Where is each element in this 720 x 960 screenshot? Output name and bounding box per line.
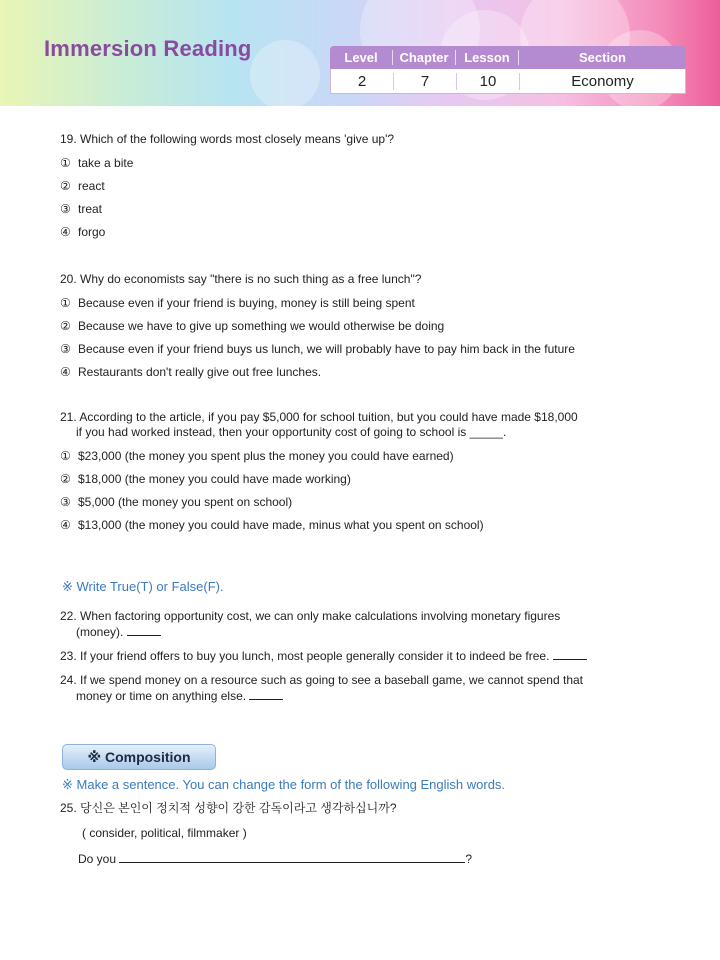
question-22-line1: 22. When factoring opportunity cost, we can only make calculations involving monetary figures (60, 609, 561, 623)
info-value-row (330, 69, 686, 94)
word-hint: ( consider, political, filmmaker ) (82, 826, 247, 840)
question-22 (60, 609, 670, 640)
question-23 (60, 648, 670, 664)
option-text: forgo (78, 225, 106, 239)
option-number: ① (60, 449, 71, 463)
brand-title: Immersion Reading (44, 36, 252, 61)
question-25 (60, 801, 670, 867)
option-4[interactable] (60, 225, 670, 240)
option-number: ② (60, 472, 71, 486)
header-banner (0, 0, 720, 106)
question-19-text: 19. Which of the following words most closely means 'give up'? (60, 132, 395, 146)
option-3[interactable] (60, 202, 670, 217)
option-text: $23,000 (the money you spent plus the money you could have earned) (78, 449, 454, 463)
option-text: treat (78, 202, 103, 216)
level-value: 2 (331, 73, 394, 90)
answer-blank[interactable] (127, 624, 161, 636)
header-section: Section (579, 50, 626, 65)
option-3[interactable] (60, 342, 670, 357)
option-1[interactable] (60, 296, 670, 311)
option-2[interactable] (60, 319, 670, 334)
question-20 (60, 272, 670, 380)
header-lesson: Lesson (456, 50, 519, 65)
question-20-text: 20. Why do economists say "there is no such thing as a free lunch"? (60, 272, 422, 286)
composition-tab: ※ Composition (62, 744, 216, 770)
option-number: ② (60, 319, 71, 333)
option-number: ③ (60, 202, 71, 216)
option-text: Because even if your friend buys us lunch, we will probably have to pay him back in the future (78, 342, 575, 356)
header-chapter: Chapter (393, 50, 456, 65)
question-25-text: 25. 당신은 본인이 정치적 성향이 강한 감독이라고 생각하십니까? (60, 801, 397, 815)
option-1[interactable] (60, 449, 670, 464)
question-21-line2: if you had worked instead, then your opportunity cost of going to school is _____. (76, 425, 507, 439)
option-1[interactable] (60, 156, 670, 171)
option-2[interactable] (60, 472, 670, 487)
section-value: Economy (571, 72, 634, 90)
lesson-value: 10 (457, 73, 520, 90)
option-number: ① (60, 156, 71, 170)
question-24-line2-wrap (60, 688, 670, 704)
option-4[interactable] (60, 365, 670, 380)
decor-bubble (250, 40, 320, 106)
question-19 (60, 132, 670, 240)
option-2[interactable] (60, 179, 670, 194)
question-21 (60, 410, 670, 533)
option-number: ① (60, 296, 71, 310)
question-22-line2-wrap (60, 624, 670, 640)
question-23-text: 23. If your friend offers to buy you lunch, most people generally consider it to indeed be free. (60, 649, 550, 663)
question-22-line2: (money). (76, 625, 124, 639)
option-text: Because even if your friend is buying, money is still being spent (78, 296, 415, 310)
question-21-line1: 21. According to the article, if you pay $5,000 for school tuition, but you could have made $18,000 (60, 410, 578, 424)
composition-instruction: ※ Make a sentence. You can change the form of the following English words. (62, 777, 506, 792)
question-24 (60, 673, 670, 704)
question-23-wrap (60, 648, 670, 664)
answer-line[interactable] (119, 850, 465, 863)
answer-blank[interactable] (553, 648, 587, 660)
option-number: ④ (60, 518, 71, 532)
option-4[interactable] (60, 518, 670, 533)
option-number: ④ (60, 365, 71, 379)
option-text: $5,000 (the money you spent on school) (78, 495, 293, 509)
answer-prefix: Do you (78, 852, 117, 866)
option-number: ③ (60, 495, 71, 509)
option-text: Because we have to give up something we would otherwise be doing (78, 319, 445, 333)
true-false-heading: ※ Write True(T) or False(F). (62, 579, 224, 594)
lesson-info-table (330, 46, 686, 94)
option-text: react (78, 179, 105, 193)
option-number: ③ (60, 342, 71, 356)
answer-suffix: ? (465, 852, 473, 866)
answer-blank[interactable] (249, 688, 283, 700)
option-text: $18,000 (the money you could have made working) (78, 472, 351, 486)
info-header-row (330, 46, 686, 69)
header-level: Level (330, 50, 393, 65)
option-text: $13,000 (the money you could have made, minus what you spent on school) (78, 518, 484, 532)
option-number: ④ (60, 225, 71, 239)
answer-row (60, 850, 670, 867)
question-24-line1: 24. If we spend money on a resource such as going to see a baseball game, we cannot spend that (60, 673, 584, 687)
question-24-line2: money or time on anything else. (76, 689, 247, 703)
option-text: Restaurants don't really give out free lunches. (78, 365, 322, 379)
option-number: ② (60, 179, 71, 193)
option-3[interactable] (60, 495, 670, 510)
chapter-value: 7 (394, 73, 457, 90)
option-text: take a bite (78, 156, 134, 170)
